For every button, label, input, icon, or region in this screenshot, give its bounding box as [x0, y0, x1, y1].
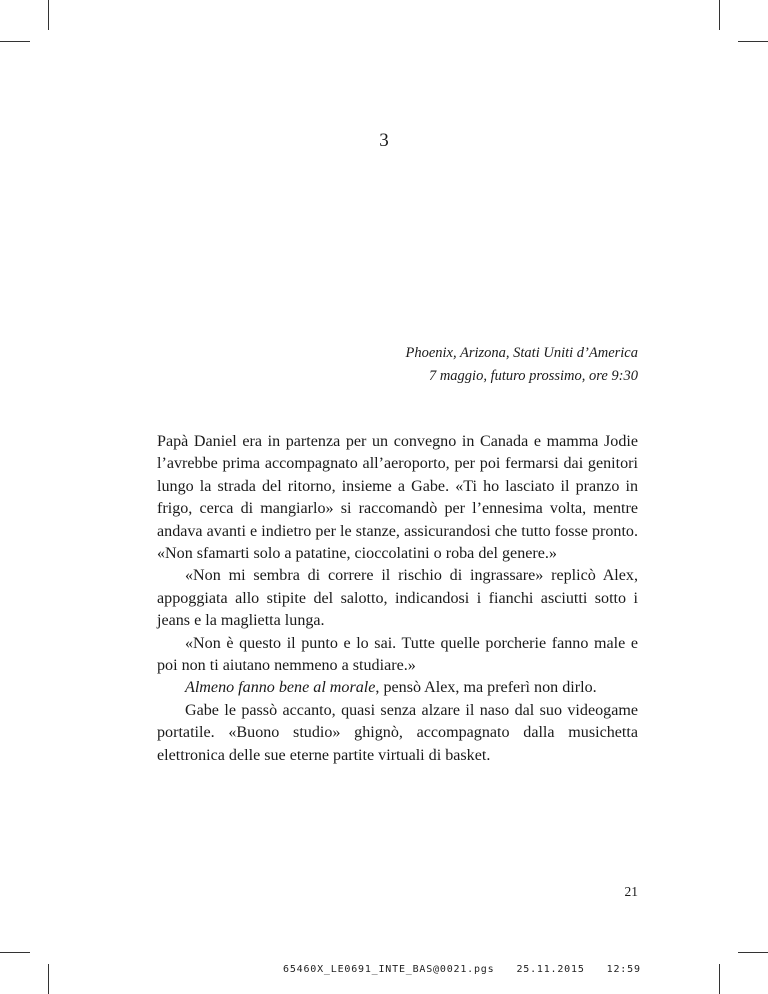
- crop-mark-bottom-right-horizontal: [738, 952, 768, 953]
- slug-date: 25.11.2015: [516, 964, 585, 975]
- crop-mark-top-right-vertical: [719, 0, 720, 30]
- paragraph: [157, 677, 638, 699]
- crop-mark-top-left-vertical: [48, 0, 49, 30]
- location-place: Phoenix, Arizona, Stati Uniti d’America: [405, 345, 638, 361]
- paragraph: Gabe le passò accanto, quasi senza alzare il naso dal suo videogame portatile. «Buono studio» ghignò, accompagnato dalla musichetta elettronica delle sue eterne partite virtuali di basket.: [157, 701, 638, 764]
- crop-mark-top-left-horizontal: [0, 41, 30, 42]
- paragraph-italic-thought: Almeno fanno bene al morale: [185, 679, 376, 697]
- paragraph-text: , pensò Alex, ma preferì non dirlo.: [375, 679, 597, 697]
- crop-mark-bottom-left-vertical: [48, 964, 49, 994]
- crop-mark-top-right-horizontal: [738, 41, 768, 42]
- print-slug: [283, 964, 641, 975]
- chapter-number: 3: [379, 130, 389, 151]
- slug-time: 12:59: [606, 964, 641, 975]
- body-text: [157, 431, 638, 767]
- paragraph: «Non è questo il punto e lo sai. Tutte quelle porcherie fanno male e poi non ti aiutano nemmeno a studiare.»: [157, 634, 638, 675]
- page-number: 21: [624, 884, 638, 899]
- paragraph: Papà Daniel era in partenza per un convegno in Canada e mamma Jodie l’avrebbe prima accompagnato all’aeroporto, per poi fermarsi dai genitori lungo la strada del ritorno, insieme a Gabe. «Ti ho lasciato il pranzo in frigo, cerca di mangiarlo» si raccomandò per l’ennesima volta, mentre andava avanti e indietro per le stanze, assicurandosi che tutto fosse pronto. «Non sfamarti solo a patatine, cioccolatini o roba del genere.»: [157, 433, 638, 563]
- crop-mark-bottom-left-horizontal: [0, 952, 30, 953]
- paragraph: «Non mi sembra di correre il rischio di ingrassare» replicò Alex, appoggiata allo stipite del salotto, indicandosi i fianchi asciutti sotto i jeans e la maglietta lunga.: [157, 567, 638, 630]
- slug-file: 65460X_LE0691_INTE_BAS@0021.pgs: [283, 964, 495, 975]
- location-datetime: 7 maggio, futuro prossimo, ore 9:30: [428, 368, 638, 384]
- crop-mark-bottom-right-vertical: [719, 964, 720, 994]
